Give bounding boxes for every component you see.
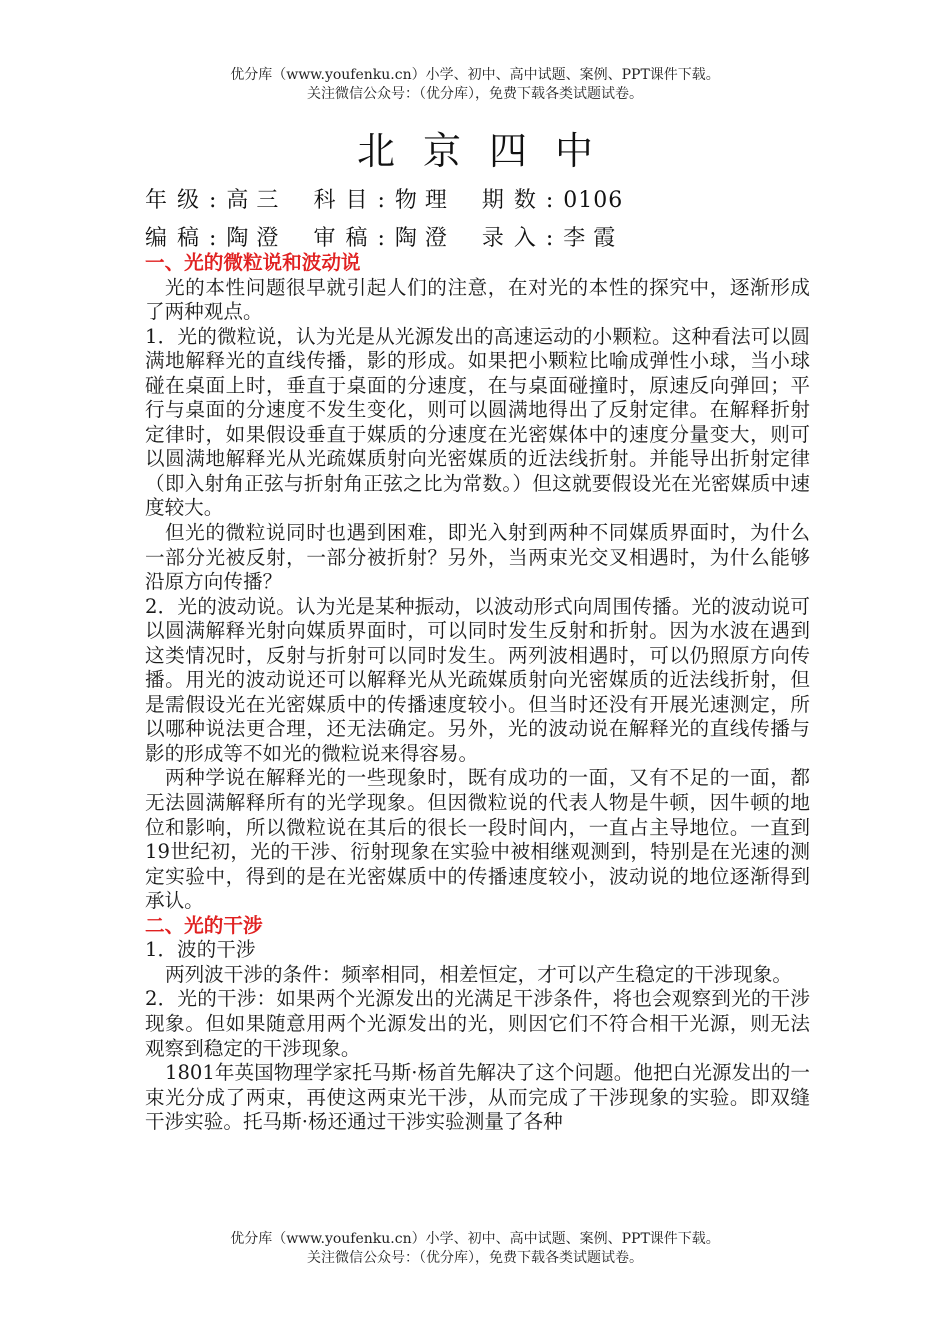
subject-value: 物理: [394, 188, 455, 213]
section-2-paragraph: 2．光的干涉：如果两个光源发出的光满足干涉条件，将也会观察到光的干涉现象。但如果随意用两个光源发出的光，则因它们不符合相干光源，则无法观察到稳定的干涉现象。: [145, 987, 810, 1060]
reviewer-label: 审稿:: [313, 226, 395, 251]
running-footer: [0, 1230, 950, 1268]
header-line-1: 优分库（www.youfenku.cn）小学、初中、高中试题、案例、PPT课件下载。: [230, 67, 720, 83]
section-1-heading: 一、光的微粒说和波动说: [145, 251, 361, 274]
section-1-paragraph: 1．光的微粒说，认为光是从光源发出的高速运动的小颗粒。这种看法可以圆满地解释光的直线传播，影的形成。如果把小颗粒比喻成弹性小球，当小球碰在桌面上时，垂直于桌面的分速度，在与桌面碰撞时，原速反向弹回；平行与桌面的分速度不发生变化，则可以圆满地得出了反射定律。在解释折射定律时，如果假设垂直于媒质的分速度在光密媒体中的速度分量变大，则可以圆满地解释光从光疏媒质射向光密媒质的近法线折射。并能导出折射定律（即入射角正弦与折射角正弦之比为常数。）但这就要假设光在光密媒质中速度较大。: [145, 324, 810, 520]
section-1-paragraph: 2．光的波动说。认为光是某种振动，以波动形式向周围传播。光的波动说可以圆满解释光射向媒质界面时，可以同时发生反射和折射。因为水波在遇到这类情况时，反射与折射可以同时发生。两列波相遇时，可以仍照原方向传播。用光的波动说还可以解释光从光疏媒质射向光密媒质的近法线折射，但是需假设光在光密媒质中的传播速度较小。但当时还没有开展光速测定，所以哪种说法更合理，还无法确定。另外，光的波动说在解释光的直线传播与影的形成等不如光的微粒说来得容易。: [145, 594, 810, 765]
reviewer-value: 陶澄: [394, 226, 455, 251]
typist-value: 李霞: [563, 226, 624, 251]
grade-value: 高三: [226, 188, 287, 213]
issue-label: 期数:: [481, 188, 564, 213]
document-title: 北京四中: [356, 129, 621, 173]
editor-label: 编稿:: [145, 226, 227, 251]
section-2-paragraph: 1．波的干涉: [145, 938, 256, 962]
subject-label: 科目:: [313, 188, 395, 213]
footer-line-2: 关注微信公众号：（优分库），免费下载各类试题试卷。: [307, 1250, 643, 1266]
header-line-2: 关注微信公众号：（优分库），免费下载各类试题试卷。: [307, 86, 643, 102]
running-header: [0, 66, 950, 104]
meta-row-staff: [145, 224, 643, 254]
meta-row-course: [145, 186, 623, 216]
section-2-paragraph: 两列波干涉的条件：频率相同，相差恒定，才可以产生稳定的干涉现象。: [165, 962, 792, 986]
section-1-paragraph: 两种学说在解释光的一些现象时，既有成功的一面，又有不足的一面，都无法圆满解释所有的光学现象。但因微粒说的代表人物是牛顿，因牛顿的地位和影响，所以微粒说在其后的很长一段时间内，一直占主导地位。一直到19世纪初，光的干涉、衍射现象在实验中被相继观测到，特别是在光速的测定实验中，得到的是在光密媒质中的传播速度较小，波动说的地位逐渐得到承认。: [145, 766, 810, 913]
section-2-heading: 二、光的干涉: [145, 913, 263, 937]
typist-label: 录入:: [481, 226, 564, 251]
editor-value: 陶澄: [226, 226, 287, 251]
grade-label: 年级:: [145, 188, 227, 213]
footer-line-1: 优分库（www.youfenku.cn）小学、初中、高中试题、案例、PPT课件下载。: [230, 1231, 720, 1247]
section-1-paragraph: 光的本性问题很早就引起人们的注意，在对光的本性的探究中，逐渐形成了两种观点。: [145, 275, 810, 324]
issue-value: 0106: [563, 188, 624, 213]
section-2-paragraph: 1801年英国物理学家托马斯·杨首先解决了这个问题。他把白光源发出的一束光分成了两束，再使这两束光干涉，从而完成了干涉现象的实验。即双缝干涉实验。托马斯·杨还通过干涉实验测量了各种: [145, 1061, 810, 1134]
section-1-paragraph: 但光的微粒说同时也遇到困难，即光入射到两种不同媒质界面时，为什么一部分光被反射，一部分被折射？另外，当两束光交叉相遇时，为什么能够沿原方向传播？: [145, 521, 810, 594]
article-body: [145, 251, 810, 1135]
